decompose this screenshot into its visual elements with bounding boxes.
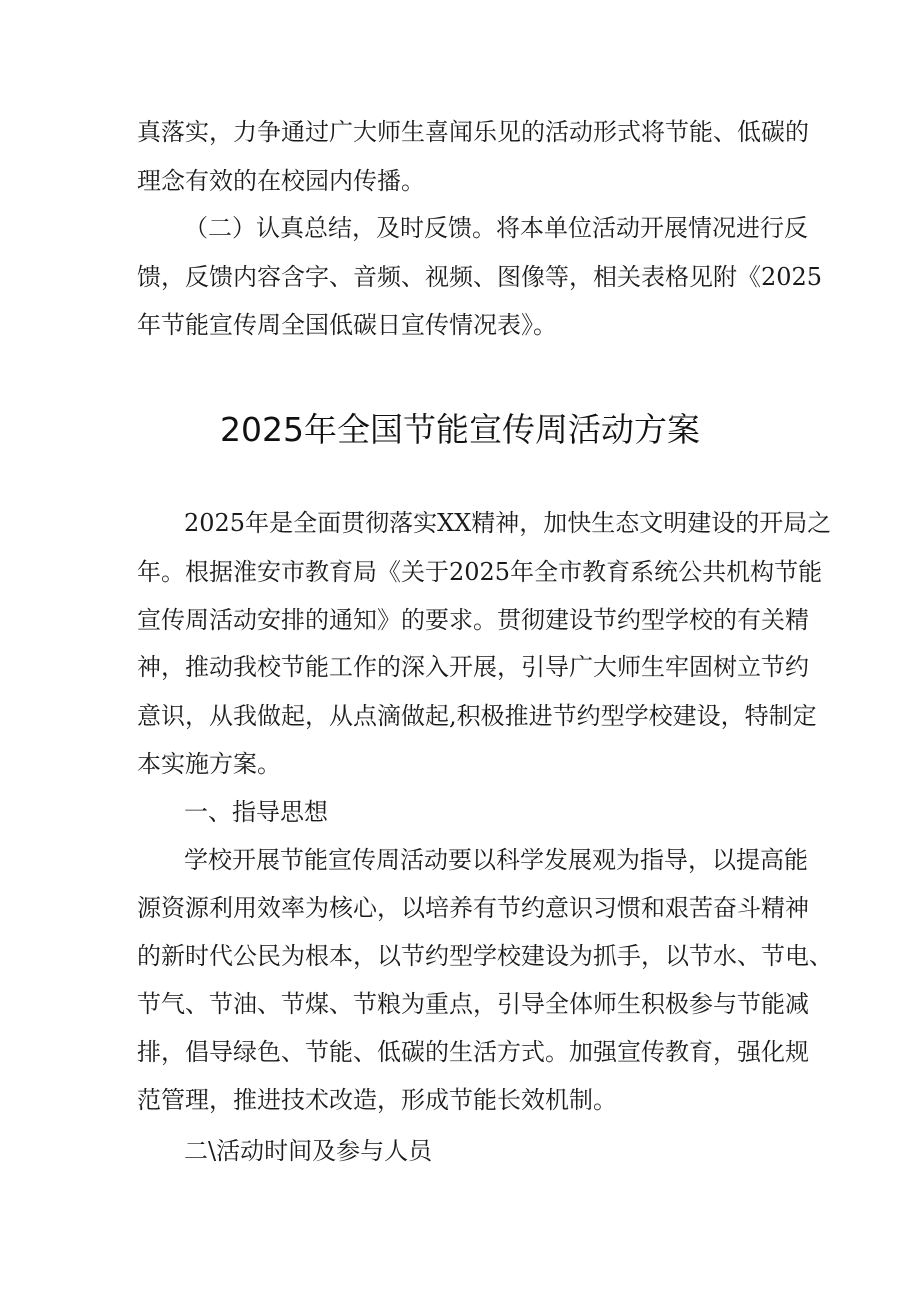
text-line: 范管理，推进技术改造，形成节能长效机制。 [137,1086,617,1114]
text-line: 年。根据淮安市教育局《关于2025年全市教育系统公共机构节能 [137,558,823,586]
text-line: 源资源利用效率为核心，以培养有节约意识习惯和艰苦奋斗精神 [137,894,809,922]
text-line: 真落实，力争通过广大师生喜闻乐见的活动形式将节能、低碳的 [137,118,809,146]
text-line: 排，倡导绿色、节能、低碳的生活方式。加强宣传教育，强化规 [137,1038,809,1066]
section-heading: 二\活动时间及参与人员 [184,1137,433,1165]
text-line: （二）认真总结，及时反馈。将本单位活动开展情况进行反 [184,214,808,242]
section-heading: 一、指导思想 [184,798,328,826]
text-line: 宣传周活动安排的通知》的要求。贯彻建设节约型学校的有关精 [137,606,809,634]
text-line: 馈，反馈内容含字、音频、视频、图像等，相关表格见附《2025 [137,263,823,291]
text-line: 本实施方案。 [137,750,281,778]
text-line: 神，推动我校节能工作的深入开展，引导广大师生牢固树立节约 [137,653,809,681]
text-line: 理念有效的在校园内传播。 [137,167,425,195]
text-line: 节气、节油、节煤、节粮为重点，引导全体师生积极参与节能减 [137,990,809,1018]
page-title: 2025年全国节能宣传周活动方案 [220,410,700,449]
text-line: 意识，从我做起，从点滴做起,积极推进节约型学校建设，特制定 [137,702,817,730]
text-line: 年节能宣传周全国低碳日宣传情况表》。 [137,311,557,339]
text-line: 2025年是全面贯彻落实XX精神，加快生态文明建设的开局之 [184,509,832,537]
text-line: 的新时代公民为根本，以节约型学校建设为抓手，以节水、节电、 [137,942,833,970]
text-line: 学校开展节能宣传周活动要以科学发展观为指导，以提高能 [184,846,808,874]
